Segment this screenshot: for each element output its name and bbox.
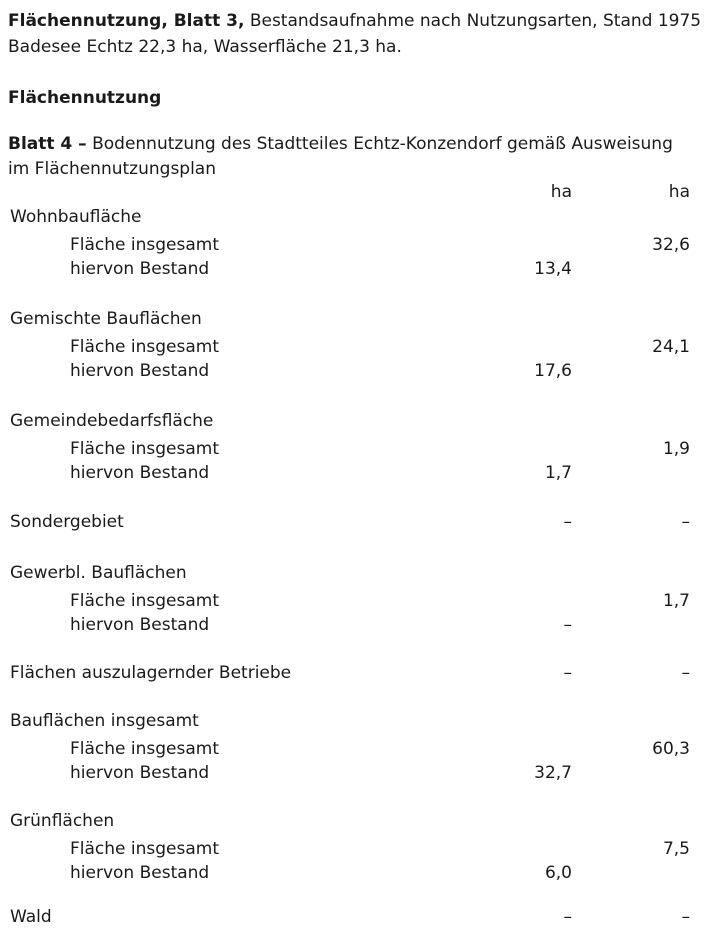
sub-row-label: Fläche insgesamt [70,739,220,759]
sub-row-label: hiervon Bestand [70,463,210,483]
row-label: Gemischte Bauflächen [10,309,202,329]
value-b: – [681,907,690,927]
value-a: 13,4 [534,259,572,279]
sub-row-label: hiervon Bestand [70,763,210,783]
row-label: Wald [10,907,52,927]
value-b: 24,1 [652,337,690,357]
sub-row-label: Fläche insgesamt [70,235,220,255]
unit-header-a: ha [550,182,572,202]
blatt4-line-2: im Flächennutzungsplan [8,159,217,179]
value-a: 32,7 [534,763,572,783]
header-blatt3-label: Flächennutzung, Blatt 3, [8,11,245,31]
sub-row-label: Fläche insgesamt [70,439,220,459]
row-label: Grünflächen [10,811,115,831]
row-label: Gemeindebedarfsfläche [10,411,214,431]
value-b: 1,7 [662,591,690,611]
unit-header-b: ha [668,182,690,202]
value-a: 17,6 [534,361,572,381]
sub-row-label: hiervon Bestand [70,259,210,279]
value-a: – [563,512,572,532]
value-b: 7,5 [662,839,690,859]
row-label: Flächen auszulagernder Betriebe [10,663,292,683]
sub-row-label: hiervon Bestand [70,615,210,635]
row-label: Bauflächen insgesamt [10,711,199,731]
blatt4-line-1 [8,133,673,155]
value-b: – [681,512,690,532]
value-a: – [563,907,572,927]
value-a: – [563,663,572,683]
sub-row-label: Fläche insgesamt [70,591,220,611]
value-b: – [681,663,690,683]
header-line-2: Badesee Echtz 22,3 ha, Wasserfläche 21,3 ha. [8,37,402,57]
value-a: – [563,615,572,635]
sub-row-label: hiervon Bestand [70,863,210,883]
value-b: 32,6 [652,235,690,255]
value-b: 60,3 [652,739,690,759]
sub-row-label: hiervon Bestand [70,361,210,381]
value-a: 6,0 [544,863,572,883]
sub-row-label: Fläche insgesamt [70,337,220,357]
section-title: Flächennutzung [8,88,162,108]
value-a: 1,7 [544,463,572,483]
row-label: Wohnbaufläche [10,207,142,227]
blatt4-label: Blatt 4 – [8,134,87,154]
row-label: Sondergebiet [10,512,124,532]
header-blatt3-text: Bestandsaufnahme nach Nutzungsarten, Stand 1975 [244,11,702,31]
row-label: Gewerbl. Bauflächen [10,563,187,583]
sub-row-label: Fläche insgesamt [70,839,220,859]
value-b: 1,9 [662,439,690,459]
header-line-1 [8,10,701,32]
blatt4-text: Bodennutzung des Stadtteiles Echtz-Konzendorf gemäß Ausweisung [86,134,673,154]
